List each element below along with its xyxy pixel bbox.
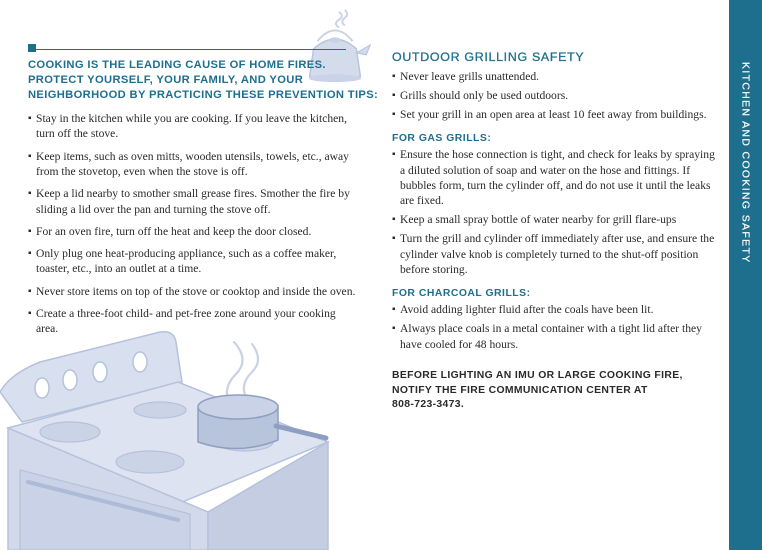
gas-grill-item: ▪ Keep a small spray bottle of water nearby for grill flare-ups: [392, 212, 717, 227]
grilling-item: ▪ Set your grill in an open area at least 10 feet away from buildings.: [392, 107, 717, 122]
tip-item: ▪ Keep a lid nearby to smother small grease fires. Smother the fire by sliding a lid over the pan and turning the stove off.: [28, 186, 358, 217]
imu-notice-phone: 808-723-3473.: [392, 399, 465, 411]
grilling-safety-column: [392, 50, 717, 413]
stove-icon: [0, 330, 400, 550]
tip-item: ▪ For an oven fire, turn off the heat and keep the door closed.: [28, 224, 358, 239]
gas-grill-item: ▪ Turn the grill and cylinder off immediately after use, and ensure the cylinder valve knob is completely turned to the shut-off position before storing.: [392, 231, 717, 277]
rule-square: [28, 44, 36, 52]
tip-item: ▪ Never store items on top of the stove or cooktop and inside the oven.: [28, 284, 358, 299]
tip-item: ▪ Only plug one heat-producing appliance, such as a coffee maker, toaster, etc., into an outlet at a time.: [28, 246, 358, 277]
grilling-item: ▪ Grills should only be used outdoors.: [392, 88, 717, 103]
imu-notice: [392, 369, 717, 413]
outdoor-grilling-title: OUTDOOR GRILLING SAFETY: [392, 50, 585, 64]
prevention-tips-column: [28, 44, 379, 343]
gas-grills-list: [392, 147, 717, 277]
intro-heading-line: NEIGHBORHOOD BY PRACTICING THESE PREVENTION TIPS:: [28, 89, 379, 101]
intro-heading-line: COOKING IS THE LEADING CAUSE OF HOME FIRES.: [28, 59, 326, 71]
side-tab-label: KITCHEN AND COOKING SAFETY: [739, 62, 751, 264]
charcoal-grills-list: [392, 302, 717, 352]
charcoal-grills-title: FOR CHARCOAL GRILLS:: [392, 288, 531, 300]
section-side-tab: [729, 0, 762, 550]
intro-heading: [28, 58, 379, 103]
header-rule: [28, 44, 358, 52]
grilling-item: ▪ Never leave grills unattended.: [392, 69, 717, 84]
intro-heading-line: PROTECT YOURSELF, YOUR FAMILY, AND YOUR: [28, 74, 304, 86]
charcoal-grill-item: ▪ Always place coals in a metal container with a tight lid after they have cooled for 48 hours.: [392, 321, 717, 352]
imu-notice-line: BEFORE LIGHTING AN IMU OR LARGE COOKING FIRE,: [392, 370, 683, 382]
tip-item: ▪ Stay in the kitchen while you are cooking. If you leave the kitchen, turn off the stove.: [28, 111, 358, 142]
tip-item: ▪ Keep items, such as oven mitts, wooden utensils, towels, etc., away from the stovetop, even when the stove is off.: [28, 149, 358, 180]
gas-grills-title: FOR GAS GRILLS:: [392, 133, 492, 145]
imu-notice-line: NOTIFY THE FIRE COMMUNICATION CENTER AT: [392, 384, 648, 396]
gas-grill-item: ▪ Ensure the hose connection is tight, and check for leaks by spraying a diluted solution of soap and water on the hose and fittings. If bubbles form, turn the cylinder off, and do not use it until the leaks are fixed.: [392, 147, 717, 209]
tip-item: ▪ Create a three-foot child- and pet-free zone around your cooking area.: [28, 306, 358, 337]
prevention-tips-list: [28, 111, 358, 337]
general-grilling-list: [392, 69, 717, 122]
charcoal-grill-item: ▪ Avoid adding lighter fluid after the coals have been lit.: [392, 302, 717, 317]
rule-line: [36, 49, 346, 50]
